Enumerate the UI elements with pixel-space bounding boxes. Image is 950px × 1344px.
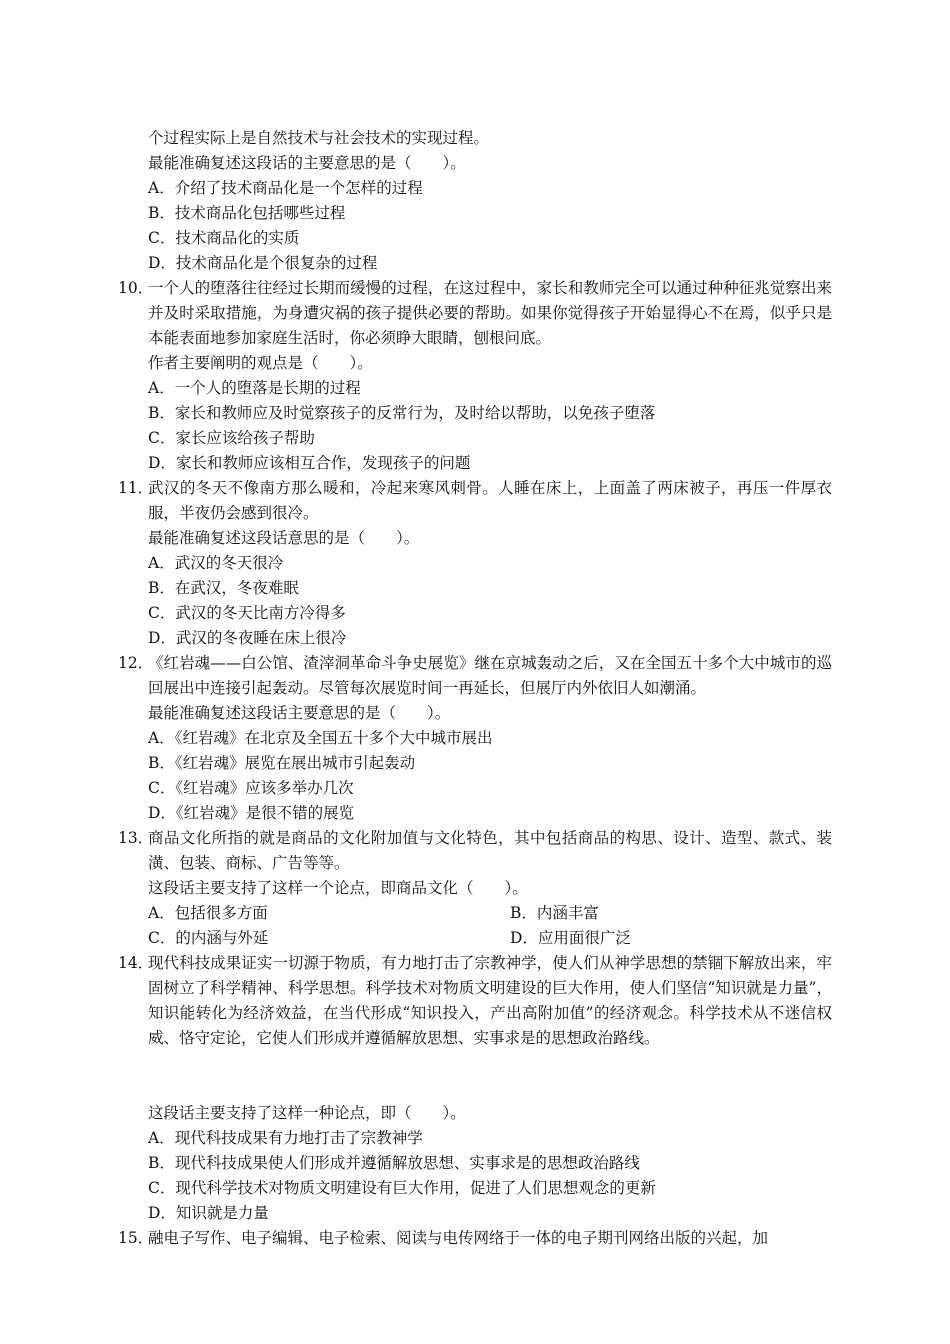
- q13-prompt: 这段话主要支持了这样一个论点，即商品文化（ ）。: [148, 879, 528, 897]
- q9-option-a: A．介绍了技术商品化是一个怎样的过程: [148, 179, 423, 197]
- q12-option-c: C．《红岩魂》应该多举办几次: [148, 779, 354, 797]
- q9-option-d: D．技术商品化是个很复杂的过程: [148, 254, 378, 272]
- q13-text: 商品文化所指的就是商品的文化附加值与文化特色，其中包括商品的构思、设计、造型、款式、装潢、包装、商标、广告等等。: [148, 829, 832, 872]
- q11-option-c: C．武汉的冬天比南方冷得多: [148, 604, 346, 622]
- q11-number: 11．: [118, 479, 154, 497]
- q10-option-c: C．家长应该给孩子帮助: [148, 429, 315, 447]
- q11-prompt: 最能准确复述这段话意思的是（ ）。: [148, 529, 420, 547]
- q14-option-d: D．知识就是力量: [148, 1204, 269, 1222]
- q9-prompt: 最能准确复述这段话的主要意思的是（ ）。: [148, 154, 466, 172]
- q10-option-b: B．家长和教师应及时觉察孩子的反常行为，及时给以帮助，以免孩子堕落: [148, 404, 656, 422]
- q12-text: 《红岩魂——白公馆、渣滓洞革命斗争史展览》继在京城轰动之后，又在全国五十多个大中城市的巡回展出中连接引起轰动。尽管每次展览时间一再延长，但展厅内外依旧人如潮涌。: [148, 654, 832, 697]
- q13-option-c: C．的内涵与外延: [148, 929, 269, 947]
- q11-text: 武汉的冬天不像南方那么暖和，冷起来寒风刺骨。人睡在床上，上面盖了两床被子，再压一件厚衣服，半夜仍会感到很冷。: [148, 479, 832, 522]
- q15-text: 融电子写作、电子编辑、电子检索、阅读与电传网络于一体的电子期刊网络出版的兴起，加: [148, 1229, 769, 1247]
- q9-option-c: C．技术商品化的实质: [148, 229, 300, 247]
- q11-option-b: B．在武汉，冬夜难眠: [148, 579, 299, 597]
- q12-option-a: A．《红岩魂》在北京及全国五十多个大中城市展出: [148, 729, 493, 747]
- q13-option-a: A．包括很多方面: [148, 904, 268, 922]
- q14-option-c: C．现代科学技术对物质文明建设有巨大作用，促进了人们思想观念的更新: [148, 1179, 656, 1197]
- q14-number: 14．: [118, 954, 154, 972]
- q12-option-d: D．《红岩魂》是很不错的展览: [148, 804, 355, 822]
- q11-option-a: A．武汉的冬天很冷: [148, 554, 284, 572]
- q13-option-b: B．内涵丰富: [510, 904, 599, 922]
- q14-option-a: A．现代科技成果有力地打击了宗教神学: [148, 1129, 423, 1147]
- q15-number: 15．: [118, 1229, 154, 1247]
- q10-number: 10．: [118, 279, 154, 297]
- q10-option-a: A．一个人的堕落是长期的过程: [148, 379, 361, 397]
- q14-text: 现代科技成果证实一切源于物质，有力地打击了宗教神学，使人们从神学思想的禁锢下解放出来，牢固树立了科学精神、科学思想。科学技术对物质文明建设的巨大作用，使人们坚信“知识就是力量”，知识能转化为经济效益，在当代形成“知识投入，产出高附加值”的经济观念。科学技术从不迷信权威、恪守定论，它使人们形成并遵循解放思想、实事求是的思想政治路线。: [148, 954, 832, 1047]
- q12-option-b: B．《红岩魂》展览在展出城市引起轰动: [148, 754, 416, 772]
- q14-option-b: B．现代科技成果使人们形成并遵循解放思想、实事求是的思想政治路线: [148, 1154, 640, 1172]
- q9-continuation: 个过程实际上是自然技术与社会技术的实现过程。: [148, 129, 490, 147]
- q9-option-b: B．技术商品化包括哪些过程: [148, 204, 346, 222]
- q13-number: 13．: [118, 829, 154, 847]
- q11-option-d: D．武汉的冬夜睡在床上很冷: [148, 629, 347, 647]
- q13-option-d: D．应用面很广泛: [510, 929, 631, 947]
- q10-prompt: 作者主要阐明的观点是（ ）。: [148, 354, 373, 372]
- q14-prompt: 这段话主要支持了这样一种论点，即（ ）。: [148, 1104, 466, 1122]
- q10-text: 一个人的堕落往往经过长期而缓慢的过程，在这过程中，家长和教师完全可以通过种种征兆觉察出来并及时采取措施，为身遭灾祸的孩子提供必要的帮助。如果你觉得孩子开始显得心不在焉，似乎只是本能表面地参加家庭生活时，你必须睁大眼睛，刨根问底。: [148, 279, 832, 347]
- q12-prompt: 最能准确复述这段话主要意思的是（ ）。: [148, 704, 451, 722]
- q10-option-d: D．家长和教师应该相互合作，发现孩子的问题: [148, 454, 471, 472]
- q12-number: 12．: [118, 654, 154, 672]
